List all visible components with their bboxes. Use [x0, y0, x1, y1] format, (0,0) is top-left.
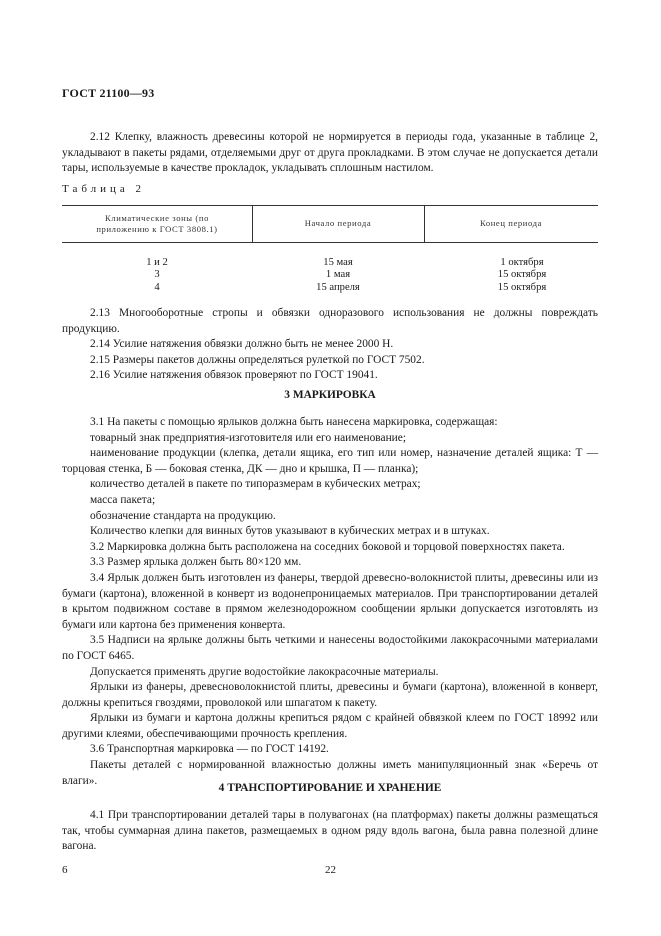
paragraph-3-2: 3.2 Маркировка должна быть расположена на соседних боковой и торцовой поверхностях пакета. [90, 540, 565, 553]
paragraph-3-3: 3.3 Размер ярлыка должен быть 80×120 мм. [90, 556, 302, 569]
section-3-title: 3 МАРКИРОВКА [284, 389, 376, 401]
paragraph-list-item: масса пакета; [90, 493, 156, 506]
paragraph-2-12-block [62, 130, 598, 177]
table-col-end [462, 257, 582, 294]
paragraph-list-item: обозначение стандарта на продукцию. [90, 509, 276, 522]
table-header-end: Конец периода [479, 218, 543, 228]
paragraph-3-6: 3.6 Транспортная маркировка — по ГОСТ 14192. [90, 743, 329, 756]
table-cell: 1 и 2 [146, 257, 168, 268]
page-number-left: 6 [62, 864, 68, 876]
table-cell: 15 апреля [316, 281, 360, 293]
paragraph-3-5: 3.5 Надписи на ярлыке должны быть четкими и нанесены водостойкими лакокрасочными материалами по ГОСТ 6465. [62, 634, 598, 662]
table-header-start: Начало периода [304, 218, 372, 228]
table-caption: Таблица 2 [62, 183, 146, 195]
table-header-zones: Климатические зоны (по приложению к ГОСТ 3808.1) [96, 212, 218, 234]
page-header-title: ГОСТ 21100—93 [62, 86, 155, 100]
paragraph-4-1: 4.1 При транспортировании деталей тары в полувагонах (на платформах) пакеты должны размещаться так, чтобы суммарная длина пакетов, размещаемых в одном ряду вдоль вагона, была равна полезной длине вагона. [62, 809, 598, 853]
paragraph-3-4: 3.4 Ярлык должен быть изготовлен из фанеры, твердой древесно-волокнистой плиты, древесины или из бумаги (картона), вложенной в конверт из водонепроницаемых материалов. При транспортировании деталей в крытом подвижном составе в прямом железнодорожном сообщении ярлыки допускается изготовлять из бумаги или картона без применения конверта. [62, 571, 598, 631]
paragraph-2-16: 2.16 Усилие натяжения обвязок проверяют по ГОСТ 19041. [90, 369, 378, 382]
paragraph-list-item: наименование продукции (клепка, детали ящика, его тип или номер, назначение деталей ящика: Т — торцовая стенка, Б — боковая стенка, ДК — дно и крышка, П — планка); [62, 447, 598, 475]
paragraph-2-13: 2.13 Многооборотные стропы и обвязки одноразового использования не должны повреждать продукцию. [62, 307, 598, 335]
paragraph: Ярлыки из бумаги и картона должны крепиться рядом с крайней обвязкой клеем по ГОСТ 18992 или другими клеями, обеспечивающими прочность крепления. [62, 712, 598, 740]
paragraph: Допускается применять другие водостойкие лакокрасочные материалы. [90, 665, 439, 678]
paragraph: Количество клепки для винных бутов указывают в кубических метрах и в штуках. [90, 525, 490, 538]
page-number-center: 22 [325, 864, 336, 876]
table-col-zones [82, 257, 232, 294]
paragraph-2-15: 2.15 Размеры пакетов должны определяться рулеткой по ГОСТ 7502. [90, 353, 425, 366]
paragraphs-2-13-2-16 [62, 306, 598, 384]
table-cell: 4 [154, 281, 160, 293]
table-cell: 1 октября [500, 257, 544, 268]
table-col-start [252, 257, 424, 294]
paragraph: Ярлыки из фанеры, древесноволокнистой плиты, древесины и бумаги (картона), вложенной в конверт, должны крепиться гвоздями, проволокой или шпагатом к пакету. [62, 681, 598, 709]
section-4-title: 4 ТРАНСПОРТИРОВАНИЕ И ХРАНЕНИЕ [218, 782, 442, 794]
section-3-body [62, 415, 598, 789]
table-cell: 15 октября [497, 281, 547, 293]
table-cell: 3 [154, 269, 160, 281]
paragraph-2-14: 2.14 Усилие натяжения обвязки должно быть не менее 2000 Н. [90, 338, 394, 351]
paragraph: Пакеты деталей с нормированной влажностью должны иметь манипуляционный знак «Беречь от влаги». [62, 759, 598, 787]
paragraph-3-1: 3.1 На пакеты с помощью ярлыков должна быть нанесена маркировка, содержащая: [90, 416, 498, 428]
section-4-body [62, 808, 598, 855]
table-2 [62, 205, 598, 295]
paragraph-list-item: товарный знак предприятия-изготовителя или его наименование; [90, 431, 406, 444]
paragraph-list-item: количество деталей в пакете по типоразмерам в кубических метрах; [90, 478, 421, 491]
table-cell: 15 октября [497, 269, 547, 281]
table-cell: 15 мая [323, 257, 353, 268]
paragraph-2-12: 2.12 Клепку, влажность древесины которой не нормируется в периоды года, указанные в таблице 2, укладывают в пакеты рядами, отделяемыми друг от друга прокладками. В этом случае не допускается детали тары, используемые в качестве прокладок, укладывать сплошным настилом. [62, 131, 598, 175]
table-header-rule [62, 242, 598, 243]
table-cell: 1 мая [325, 269, 351, 281]
